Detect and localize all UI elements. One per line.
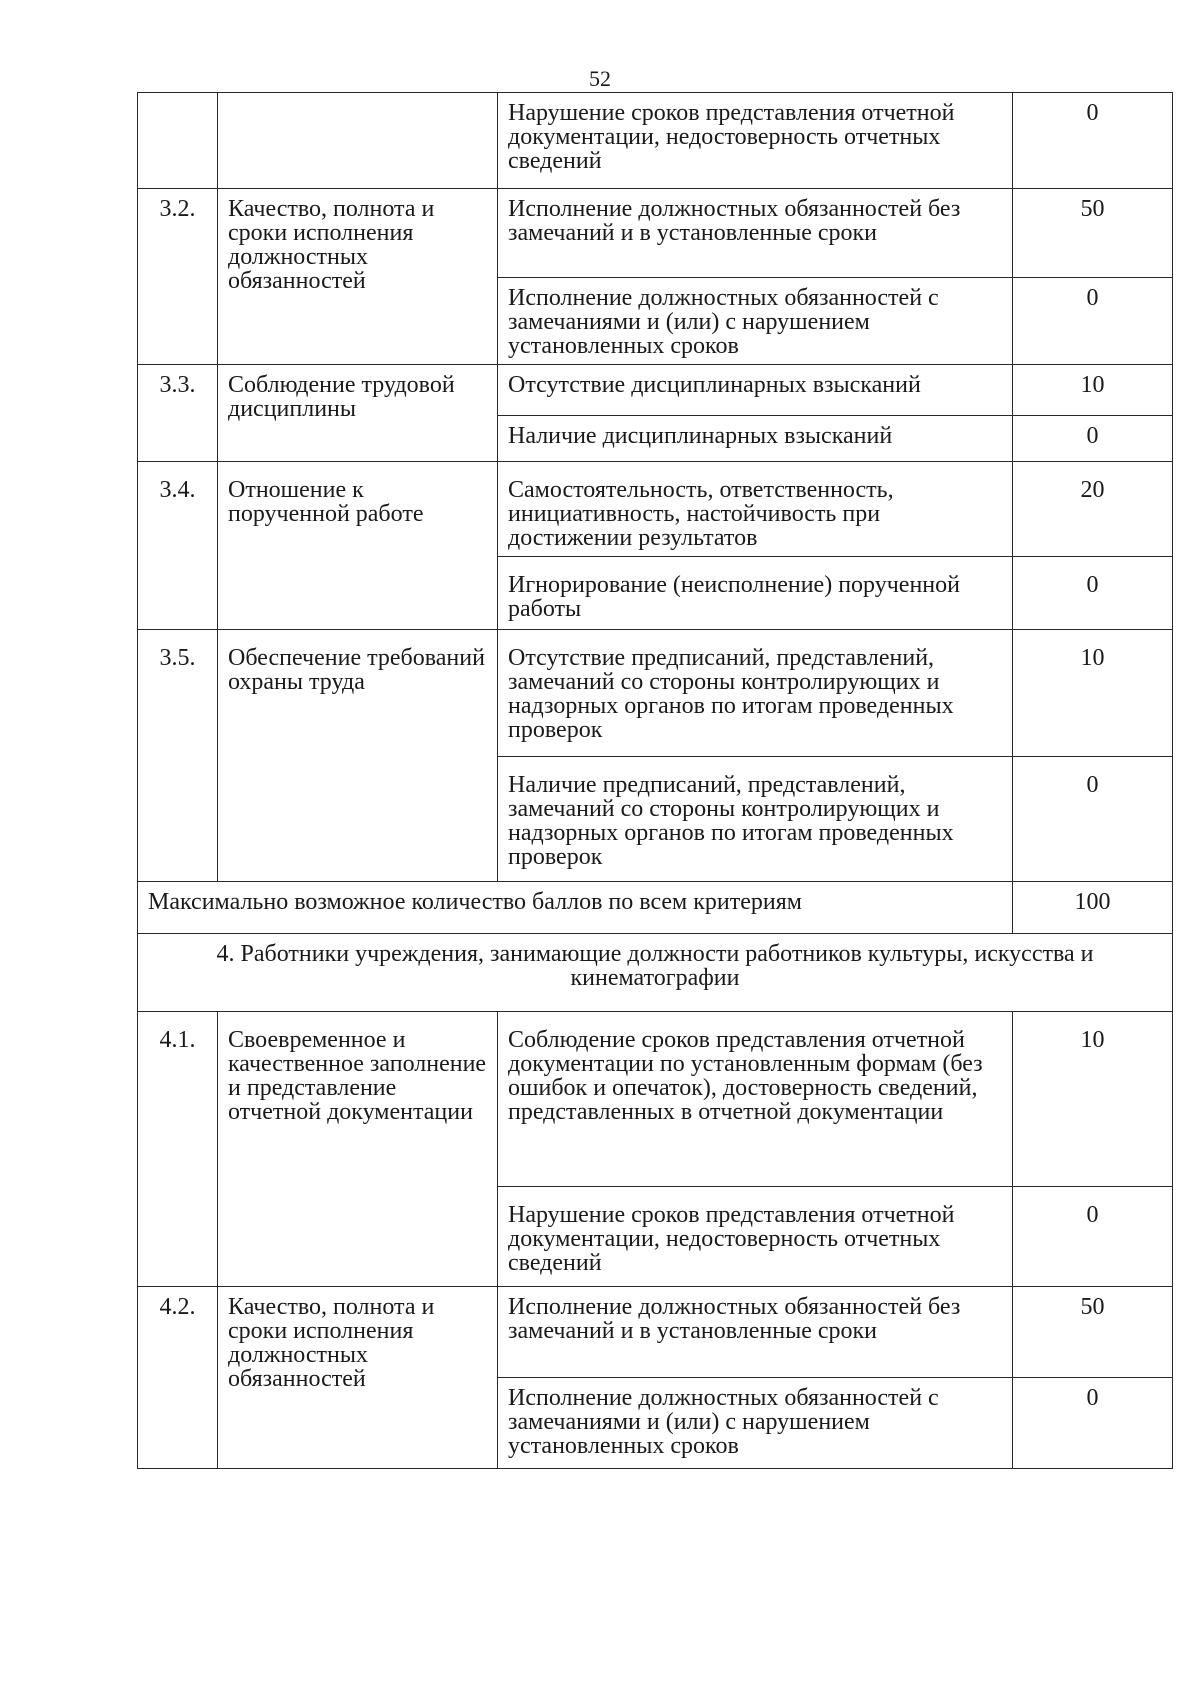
score-cell: 0 xyxy=(1013,1378,1173,1469)
section-title: 4. Работники учреждения, занимающие должности работников культуры, искусства и кинематографии xyxy=(138,934,1173,1012)
indicator-cell: Отсутствие предписаний, представлений, замечаний со стороны контролирующих и надзорных органов по итогам проведенных проверок xyxy=(498,630,1013,757)
indicator-cell: Исполнение должностных обязанностей с замечаниями и (или) с нарушением установленных сроков xyxy=(498,278,1013,365)
score-cell: 50 xyxy=(1013,1287,1173,1378)
indicator-cell: Игнорирование (неисполнение) порученной работы xyxy=(498,557,1013,630)
score-cell: 0 xyxy=(1013,1187,1173,1287)
score-cell: 0 xyxy=(1013,557,1173,630)
criteria-table xyxy=(137,92,1173,1469)
row-number xyxy=(138,93,218,189)
criterion-cell: Своевременное и качественное заполнение и представление отчетной документации xyxy=(218,1012,498,1287)
score-cell: 10 xyxy=(1013,630,1173,757)
score-cell: 0 xyxy=(1013,93,1173,189)
criterion-cell: Отношение к порученной работе xyxy=(218,462,498,630)
row-number: 4.2. xyxy=(138,1287,218,1469)
indicator-cell: Наличие дисциплинарных взысканий xyxy=(498,416,1013,462)
indicator-cell: Исполнение должностных обязанностей с замечаниями и (или) с нарушением установленных сроков xyxy=(498,1378,1013,1469)
total-label: Максимально возможное количество баллов по всем критериям xyxy=(138,882,1013,934)
criterion-cell: Качество, полнота и сроки исполнения должностных обязанностей xyxy=(218,189,498,365)
row-number: 3.5. xyxy=(138,630,218,882)
score-cell: 10 xyxy=(1013,1012,1173,1187)
indicator-cell: Исполнение должностных обязанностей без замечаний и в установленные сроки xyxy=(498,1287,1013,1378)
table-row xyxy=(138,365,1173,416)
row-number: 3.4. xyxy=(138,462,218,630)
indicator-cell: Нарушение сроков представления отчетной документации, недостоверность отчетных сведений xyxy=(498,1187,1013,1287)
table-row xyxy=(138,1287,1173,1378)
criterion-cell: Обеспечение требований охраны труда xyxy=(218,630,498,882)
indicator-cell: Исполнение должностных обязанностей без замечаний и в установленные сроки xyxy=(498,189,1013,278)
criterion-cell: Качество, полнота и сроки исполнения должностных обязанностей xyxy=(218,1287,498,1469)
table-row xyxy=(138,189,1173,278)
table-row xyxy=(138,630,1173,757)
table-row xyxy=(138,462,1173,557)
total-value: 100 xyxy=(1013,882,1173,934)
score-cell: 20 xyxy=(1013,462,1173,557)
table-row xyxy=(138,93,1173,189)
score-cell: 0 xyxy=(1013,757,1173,882)
row-number: 3.2. xyxy=(138,189,218,365)
indicator-cell: Самостоятельность, ответственность, инициативность, настойчивость при достижении результатов xyxy=(498,462,1013,557)
indicator-cell: Наличие предписаний, представлений, замечаний со стороны контролирующих и надзорных органов по итогам проведенных проверок xyxy=(498,757,1013,882)
row-number: 4.1. xyxy=(138,1012,218,1287)
score-cell: 10 xyxy=(1013,365,1173,416)
criterion-cell xyxy=(218,93,498,189)
total-row xyxy=(138,882,1173,934)
indicator-cell: Отсутствие дисциплинарных взысканий xyxy=(498,365,1013,416)
row-number: 3.3. xyxy=(138,365,218,462)
score-cell: 50 xyxy=(1013,189,1173,278)
indicator-cell: Нарушение сроков представления отчетной документации, недостоверность отчетных сведений xyxy=(498,93,1013,189)
indicator-cell: Соблюдение сроков представления отчетной документации по установленным формам (без ошибок и опечаток), достоверность сведений, представленных в отчетной документации xyxy=(498,1012,1013,1187)
section-header-row xyxy=(138,934,1173,1012)
criterion-cell: Соблюдение трудовой дисциплины xyxy=(218,365,498,462)
table-row xyxy=(138,1012,1173,1187)
score-cell: 0 xyxy=(1013,416,1173,462)
page-number: 52 xyxy=(589,66,611,91)
score-cell: 0 xyxy=(1013,278,1173,365)
